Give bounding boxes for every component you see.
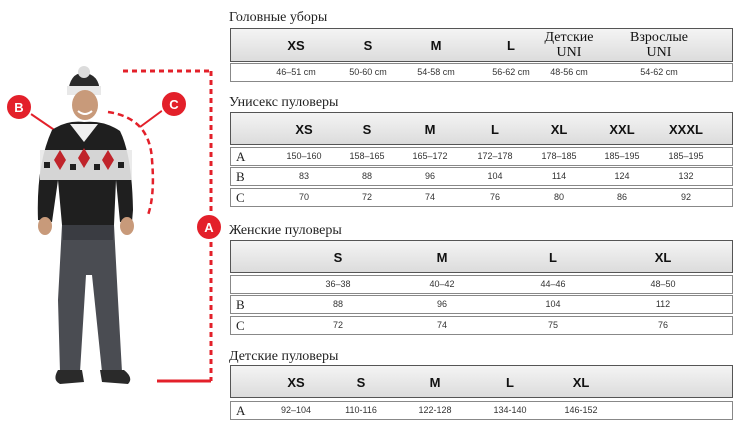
unisex-row-0 xyxy=(230,147,733,166)
unisex-header-6: XXXL xyxy=(669,121,703,137)
unisex-cell: 83 xyxy=(298,171,310,181)
women-cell: 36–38 xyxy=(325,279,351,289)
callout-c-label: C xyxy=(169,97,179,112)
kids-header-3: L xyxy=(506,374,514,390)
unisex-cell: 114 xyxy=(551,171,567,181)
unisex-header-1: S xyxy=(362,121,372,137)
hats-header xyxy=(230,28,733,62)
unisex-cell: 172–178 xyxy=(477,151,513,161)
hats-header-0: XS xyxy=(287,38,305,53)
women-cell: 88 xyxy=(332,299,344,309)
hats-header-4 xyxy=(545,30,594,60)
kids-header-4: XL xyxy=(572,374,590,390)
unisex-row-2 xyxy=(230,188,733,207)
unisex-cell: 70 xyxy=(298,192,310,202)
unisex-cell: 178–185 xyxy=(541,151,577,161)
kids-header-2: M xyxy=(429,374,441,390)
unisex-cell: 185–195 xyxy=(668,151,704,161)
unisex-cell: 124 xyxy=(614,171,630,181)
kids-cell: 122-128 xyxy=(418,405,452,415)
unisex-cell: 165–172 xyxy=(412,151,448,161)
women-cell: 74 xyxy=(436,320,448,330)
women-title: Женские пуловеры xyxy=(229,223,342,238)
unisex-header-5: XXL xyxy=(609,121,635,137)
hats-header-3: L xyxy=(507,38,515,53)
women-header-3: XL xyxy=(654,249,672,265)
women-cell: 112 xyxy=(655,299,671,309)
unisex-cell: 96 xyxy=(424,171,436,181)
kids-row-0 xyxy=(230,401,733,420)
callout-b-label: B xyxy=(14,100,24,115)
unisex-cell: 86 xyxy=(616,192,628,202)
kids-cell: 134-140 xyxy=(493,405,527,415)
unisex-cell: 80 xyxy=(553,192,565,202)
hats-value-3: 56-62 cm xyxy=(492,67,530,77)
callout-c-line xyxy=(140,110,163,127)
women-cell: 72 xyxy=(332,320,344,330)
women-header-1: M xyxy=(436,249,448,265)
callout-b xyxy=(6,94,32,120)
hats-value-1: 50-60 cm xyxy=(349,67,387,77)
hats-title: Головные уборы xyxy=(229,10,328,25)
women-row-0 xyxy=(230,275,733,294)
unisex-row-label: C xyxy=(236,190,245,205)
hats-header-5 xyxy=(630,30,688,60)
women-cell: 96 xyxy=(436,299,448,309)
unisex-cell: 72 xyxy=(361,192,373,202)
callout-a-label: A xyxy=(204,220,214,235)
hats-value-5: 54-62 cm xyxy=(640,67,678,77)
callout-a xyxy=(196,214,222,240)
kids-cell: 92–104 xyxy=(280,405,312,415)
kids-header xyxy=(230,365,733,398)
hats-header-4-line2: UNI xyxy=(556,45,582,60)
women-cell: 75 xyxy=(547,320,559,330)
women-cell: 76 xyxy=(657,320,669,330)
hats-value-2: 54-58 cm xyxy=(417,67,455,77)
unisex-cell: 158–165 xyxy=(349,151,385,161)
unisex-cell: 185–195 xyxy=(604,151,640,161)
women-cell: 44–46 xyxy=(540,279,566,289)
unisex-row-1 xyxy=(230,167,733,186)
kids-header-0: XS xyxy=(287,374,305,390)
hats-header-2: M xyxy=(430,38,442,53)
women-cell: 104 xyxy=(545,299,561,309)
unisex-cell: 76 xyxy=(489,192,501,202)
unisex-header-3: L xyxy=(491,121,499,137)
hats-header-1: S xyxy=(363,38,373,53)
unisex-header-0: XS xyxy=(295,121,313,137)
women-cell: 48–50 xyxy=(650,279,676,289)
kids-cell: 110-116 xyxy=(345,405,377,415)
unisex-row-label: A xyxy=(236,149,246,164)
women-header xyxy=(230,240,733,273)
unisex-cell: 132 xyxy=(678,171,694,181)
unisex-header-4: XL xyxy=(550,121,568,137)
women-row-label: B xyxy=(236,297,245,312)
unisex-cell: 104 xyxy=(487,171,503,181)
hats-header-4-line1: Детские xyxy=(544,30,594,45)
hats-row xyxy=(230,63,733,82)
kids-header-1: S xyxy=(356,374,366,390)
unisex-cell: 150–160 xyxy=(286,151,322,161)
unisex-row-label: B xyxy=(236,169,245,184)
unisex-header xyxy=(230,112,733,145)
women-header-0: S xyxy=(333,249,343,265)
women-row-2 xyxy=(230,316,733,335)
hats-value-4: 48-56 cm xyxy=(550,67,588,77)
women-row-label: C xyxy=(236,318,245,333)
unisex-title: Унисекс пуловеры xyxy=(229,95,339,110)
callout-c xyxy=(161,91,187,117)
model-figure xyxy=(0,0,230,425)
hats-header-5-line1: Взрослые xyxy=(629,30,689,45)
women-row-1 xyxy=(230,295,733,314)
hats-value-0: 46–51 cm xyxy=(276,67,316,77)
women-cell: 40–42 xyxy=(429,279,455,289)
women-header-2: L xyxy=(549,249,557,265)
unisex-cell: 74 xyxy=(424,192,436,202)
kids-title: Детские пуловеры xyxy=(229,349,339,364)
unisex-cell: 88 xyxy=(361,171,373,181)
hats-header-5-line2: UNI xyxy=(646,45,672,60)
unisex-header-2: M xyxy=(424,121,436,137)
kids-cell: 146-152 xyxy=(564,405,598,415)
unisex-cell: 92 xyxy=(680,192,692,202)
kids-row-label: A xyxy=(236,403,246,418)
